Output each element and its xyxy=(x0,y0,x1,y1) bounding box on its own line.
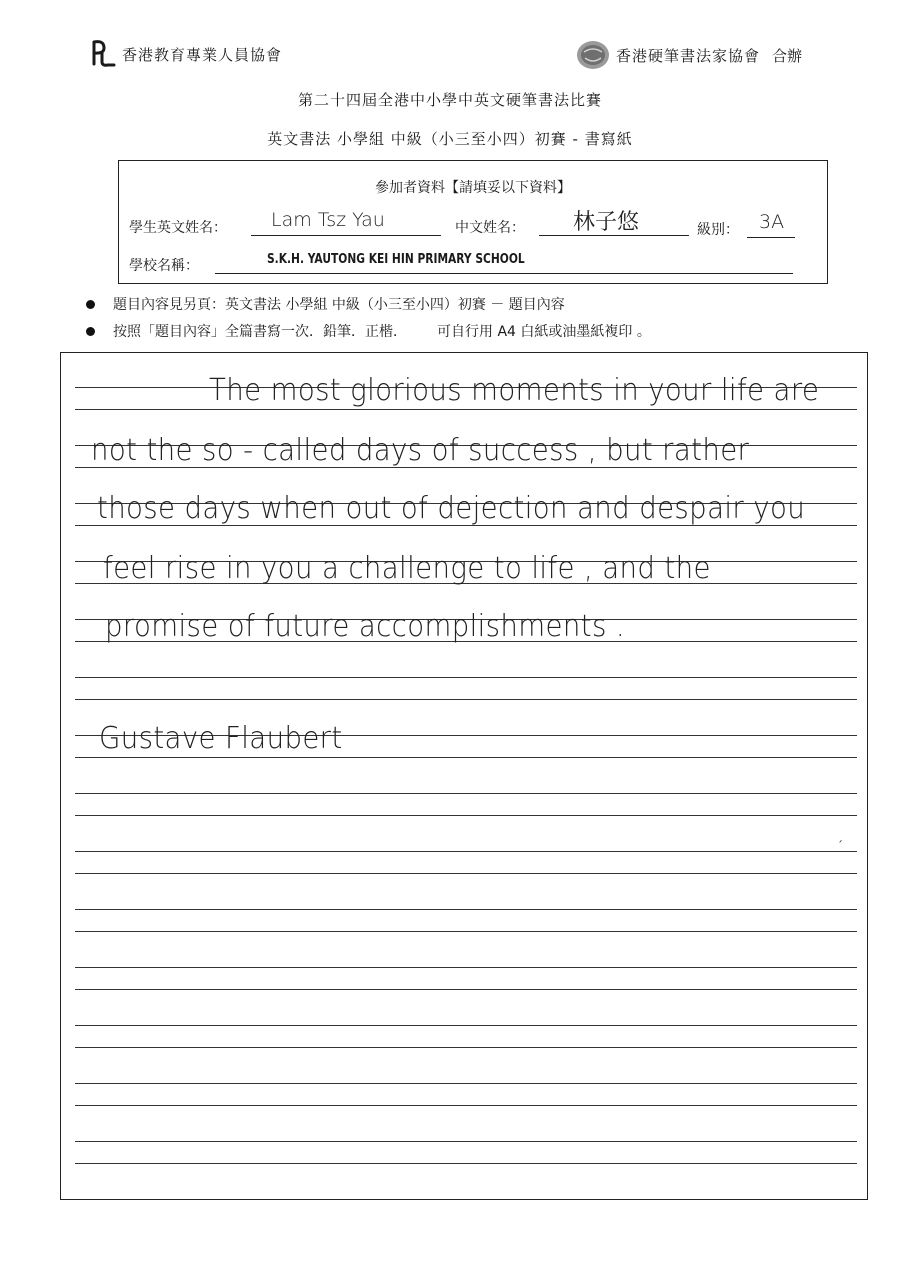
stray-mark: ´ xyxy=(837,839,843,853)
ruled-line xyxy=(75,873,857,874)
handwritten-line: promise of future accomplishments . xyxy=(105,609,625,644)
school-field[interactable] xyxy=(215,249,793,274)
ruled-line xyxy=(75,699,857,700)
ruled-line xyxy=(75,931,857,932)
participant-info-box xyxy=(118,160,828,284)
seal-logo-icon xyxy=(576,40,610,70)
ruled-line xyxy=(75,815,857,816)
paper-subtitle: 英文書法 小學組 中級（小三至小四）初賽 - 書寫紙 xyxy=(267,130,633,148)
ruled-line xyxy=(75,677,857,678)
org-right-name: 香港硬筆書法家協會 xyxy=(616,46,761,65)
school-value: S.K.H. YAUTONG KEI HIN PRIMARY SCHOOL xyxy=(267,252,525,267)
instruction-text: 可自行用 A4 白紙或油墨紙複印 。 xyxy=(437,324,651,340)
competition-title: 第二十四屆全港中小學中英文硬筆書法比賽 xyxy=(297,91,602,109)
ruled-line xyxy=(75,1083,857,1084)
handwritten-line: not the so - called days of success , but rather xyxy=(91,433,750,468)
association-logo-icon xyxy=(88,38,118,70)
english-name-label: 學生英文姓名： xyxy=(129,220,227,236)
english-name-field[interactable] xyxy=(251,209,441,236)
writing-area xyxy=(60,352,868,1200)
instruction-text: 題目內容見另頁：英文書法 小學組 中級（小三至小四）初賽 － 題目內容 xyxy=(113,297,565,313)
english-name-value: Lam Tsz Yau xyxy=(271,209,385,231)
bullet-dot-icon xyxy=(86,327,95,336)
ruled-line xyxy=(75,1163,857,1164)
handwritten-author: Gustave Flaubert xyxy=(99,721,343,756)
ruled-line xyxy=(75,967,857,968)
chinese-name-field[interactable] xyxy=(539,209,689,236)
class-value: 3A xyxy=(759,211,785,233)
org-left-name: 香港教育專業人員協會 xyxy=(122,45,283,64)
instruction-item xyxy=(86,321,651,341)
chinese-name-label: 中文姓名： xyxy=(455,220,525,236)
instruction-item xyxy=(86,294,565,314)
ruled-line xyxy=(75,989,857,990)
ruled-line xyxy=(75,909,857,910)
ruled-line xyxy=(75,1105,857,1106)
instruction-text: 按照「題目內容」全篇書寫一次．鉛筆．正楷． xyxy=(113,324,407,340)
co-host-label: 合辦 xyxy=(772,46,803,65)
participant-info-heading: 參加者資料【請填妥以下資料】 xyxy=(375,180,571,196)
ruled-line xyxy=(75,757,857,758)
ruled-line xyxy=(75,1047,857,1048)
organizer-left xyxy=(88,38,282,70)
ruled-line xyxy=(75,409,857,410)
ruled-line xyxy=(75,1025,857,1026)
handwritten-line: those days when out of dejection and despair you xyxy=(97,491,806,526)
handwritten-line: The most glorious moments in your life are xyxy=(209,373,820,408)
bullet-dot-icon xyxy=(86,300,95,309)
class-label: 級別： xyxy=(697,222,739,238)
class-field[interactable] xyxy=(747,211,795,238)
handwritten-line: feel rise in you a challenge to life , and the xyxy=(103,551,711,586)
organizer-right xyxy=(576,40,802,70)
ruled-line xyxy=(75,793,857,794)
ruled-line xyxy=(75,851,857,852)
ruled-line xyxy=(75,1141,857,1142)
school-label: 學校名稱： xyxy=(129,258,199,274)
chinese-name-value: 林子悠 xyxy=(573,210,640,235)
